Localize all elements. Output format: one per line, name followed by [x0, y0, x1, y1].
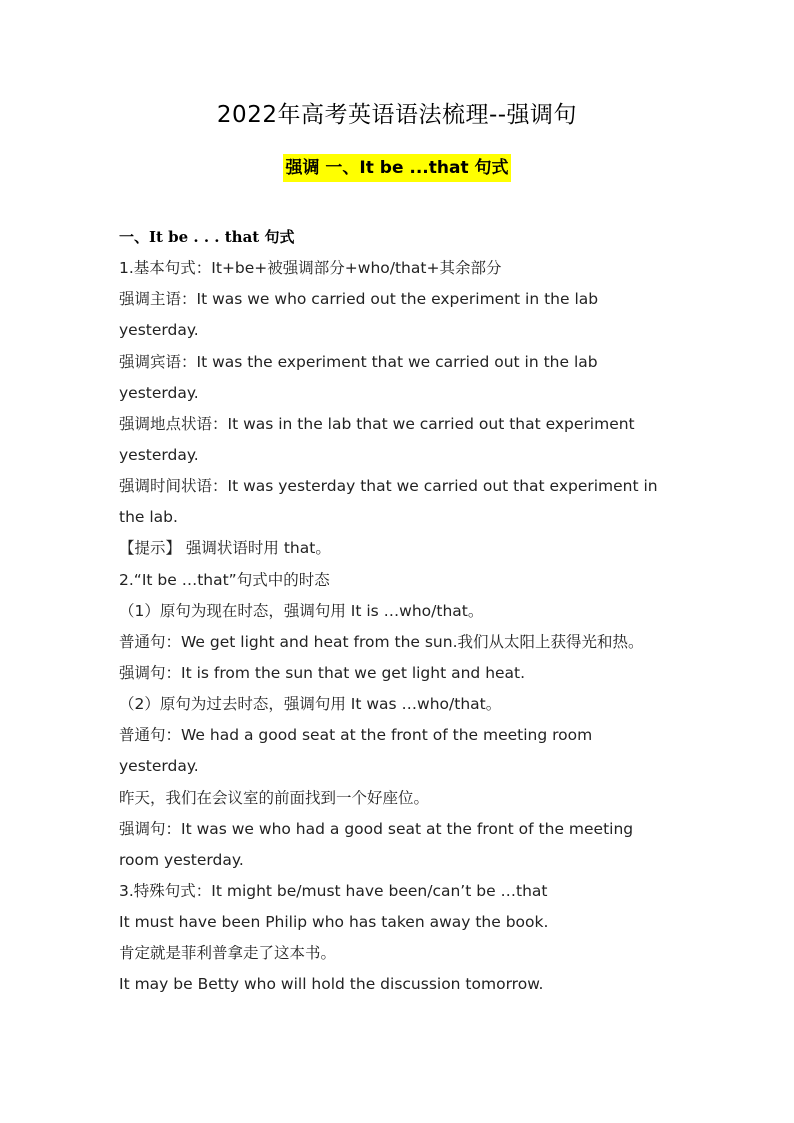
body-line: 强调句：It is from the sun that we get light and heat.: [119, 663, 526, 682]
body-line: 普通句：We had a good seat at the front of the meeting room: [119, 726, 593, 745]
highlight-heading-row: [0, 154, 794, 182]
document-title: 2022年高考英语语法梳理--强调句: [216, 102, 578, 128]
body-line: yesterday.: [119, 757, 199, 776]
body-line: 强调主语：It was we who carried out the experiment in the lab: [119, 290, 599, 309]
body-line: 普通句：We get light and heat from the sun.我们从太阳上获得光和热。: [119, 632, 644, 651]
body-line: 肯定就是菲利普拿走了这本书。: [119, 944, 337, 963]
body-line: the lab.: [119, 508, 178, 527]
body-line: 强调时间状语：It was yesterday that we carried out that experiment in: [119, 477, 658, 496]
body-line: yesterday.: [119, 321, 199, 340]
body-line: It may be Betty who will hold the discussion tomorrow.: [119, 975, 544, 994]
body-line: yesterday.: [119, 445, 199, 464]
highlighted-section-heading: 强调 一、It be ...that 句式: [283, 154, 510, 182]
body-line: 强调地点状语：It was in the lab that we carried out that experiment: [119, 414, 635, 433]
body-line: 强调宾语：It was the experiment that we carried out in the lab: [119, 352, 598, 371]
body-line: It must have been Philip who has taken away the book.: [119, 913, 549, 932]
section-heading: 一、It be . . . that 句式: [119, 228, 295, 246]
body-line: 3.特殊句式：It might be/must have been/can’t be …that: [119, 881, 548, 900]
body-line: 强调句：It was we who had a good seat at the front of the meeting: [119, 819, 634, 838]
body-line: 昨天，我们在会议室的前面找到一个好座位。: [119, 788, 430, 807]
body-line: （1）原句为现在时态，强调句用 It is …who/that。: [119, 601, 484, 620]
body-line: （2）原句为过去时态，强调句用 It was …who/that。: [119, 695, 502, 714]
body-line: room yesterday.: [119, 850, 244, 869]
document-body: [119, 222, 689, 1001]
body-line: 2.“It be …that”句式中的时态: [119, 570, 330, 589]
body-line: yesterday.: [119, 383, 199, 402]
tip-line: 【提示】 强调状语时用 that。: [119, 539, 331, 558]
body-line: 1.基本句式：It+be+被强调部分+who/that+其余部分: [119, 259, 502, 278]
